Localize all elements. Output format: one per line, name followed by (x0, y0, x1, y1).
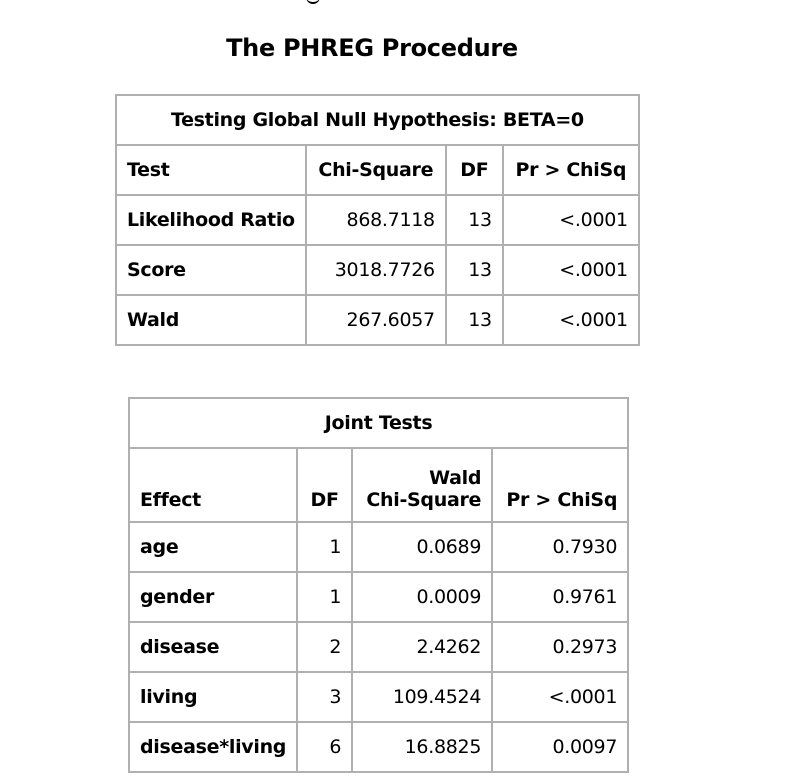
df-value: 13 (446, 245, 503, 295)
df-value: 1 (297, 522, 352, 572)
df-value: 3 (297, 672, 352, 722)
row-header: age (129, 522, 297, 572)
column-header-chi-square: Chi-Square (306, 145, 446, 195)
p-value: 0.7930 (492, 522, 628, 572)
column-header-df: DF (446, 145, 503, 195)
row-header: living (129, 672, 297, 722)
table-row (116, 295, 639, 345)
df-value: 6 (297, 722, 352, 772)
chi-square-value: 16.8825 (352, 722, 492, 772)
column-header-wald-chi-square (352, 448, 492, 522)
p-value: <.0001 (503, 245, 639, 295)
row-header: disease (129, 622, 297, 672)
clipped-glyph-top (306, 0, 320, 4)
table-caption: Testing Global Null Hypothesis: BETA=0 (116, 95, 639, 145)
row-header: gender (129, 572, 297, 622)
p-value: 0.9761 (492, 572, 628, 622)
joint-tests-table (128, 397, 629, 773)
column-header-test: Test (116, 145, 306, 195)
table-row (129, 572, 628, 622)
global-null-hypothesis-table (115, 94, 640, 346)
p-value: <.0001 (503, 295, 639, 345)
row-header: Score (116, 245, 306, 295)
chi-square-value: 0.0009 (352, 572, 492, 622)
table-caption: Joint Tests (129, 398, 628, 448)
df-value: 13 (446, 195, 503, 245)
table-row (116, 195, 639, 245)
header-line-chi-square: Chi-Square (366, 489, 482, 511)
df-value: 13 (446, 295, 503, 345)
row-header: Likelihood Ratio (116, 195, 306, 245)
chi-square-value: 267.6057 (306, 295, 446, 345)
p-value: <.0001 (492, 672, 628, 722)
header-line-wald: Wald (429, 467, 482, 489)
column-header-pvalue: Pr > ChiSq (492, 448, 628, 522)
p-value: <.0001 (503, 195, 639, 245)
p-value: 0.2973 (492, 622, 628, 672)
chi-square-value: 109.4524 (352, 672, 492, 722)
table-row (129, 522, 628, 572)
df-value: 1 (297, 572, 352, 622)
column-header-effect: Effect (129, 448, 297, 522)
chi-square-value: 0.0689 (352, 522, 492, 572)
row-header: Wald (116, 295, 306, 345)
table-row (129, 672, 628, 722)
column-header-df: DF (297, 448, 352, 522)
df-value: 2 (297, 622, 352, 672)
chi-square-value: 2.4262 (352, 622, 492, 672)
p-value: 0.0097 (492, 722, 628, 772)
row-header: disease*living (129, 722, 297, 772)
table-row (129, 622, 628, 672)
column-header-pvalue: Pr > ChiSq (503, 145, 639, 195)
table-row (116, 245, 639, 295)
page-title: The PHREG Procedure (226, 34, 518, 62)
table-row (129, 722, 628, 772)
chi-square-value: 868.7118 (306, 195, 446, 245)
chi-square-value: 3018.7726 (306, 245, 446, 295)
